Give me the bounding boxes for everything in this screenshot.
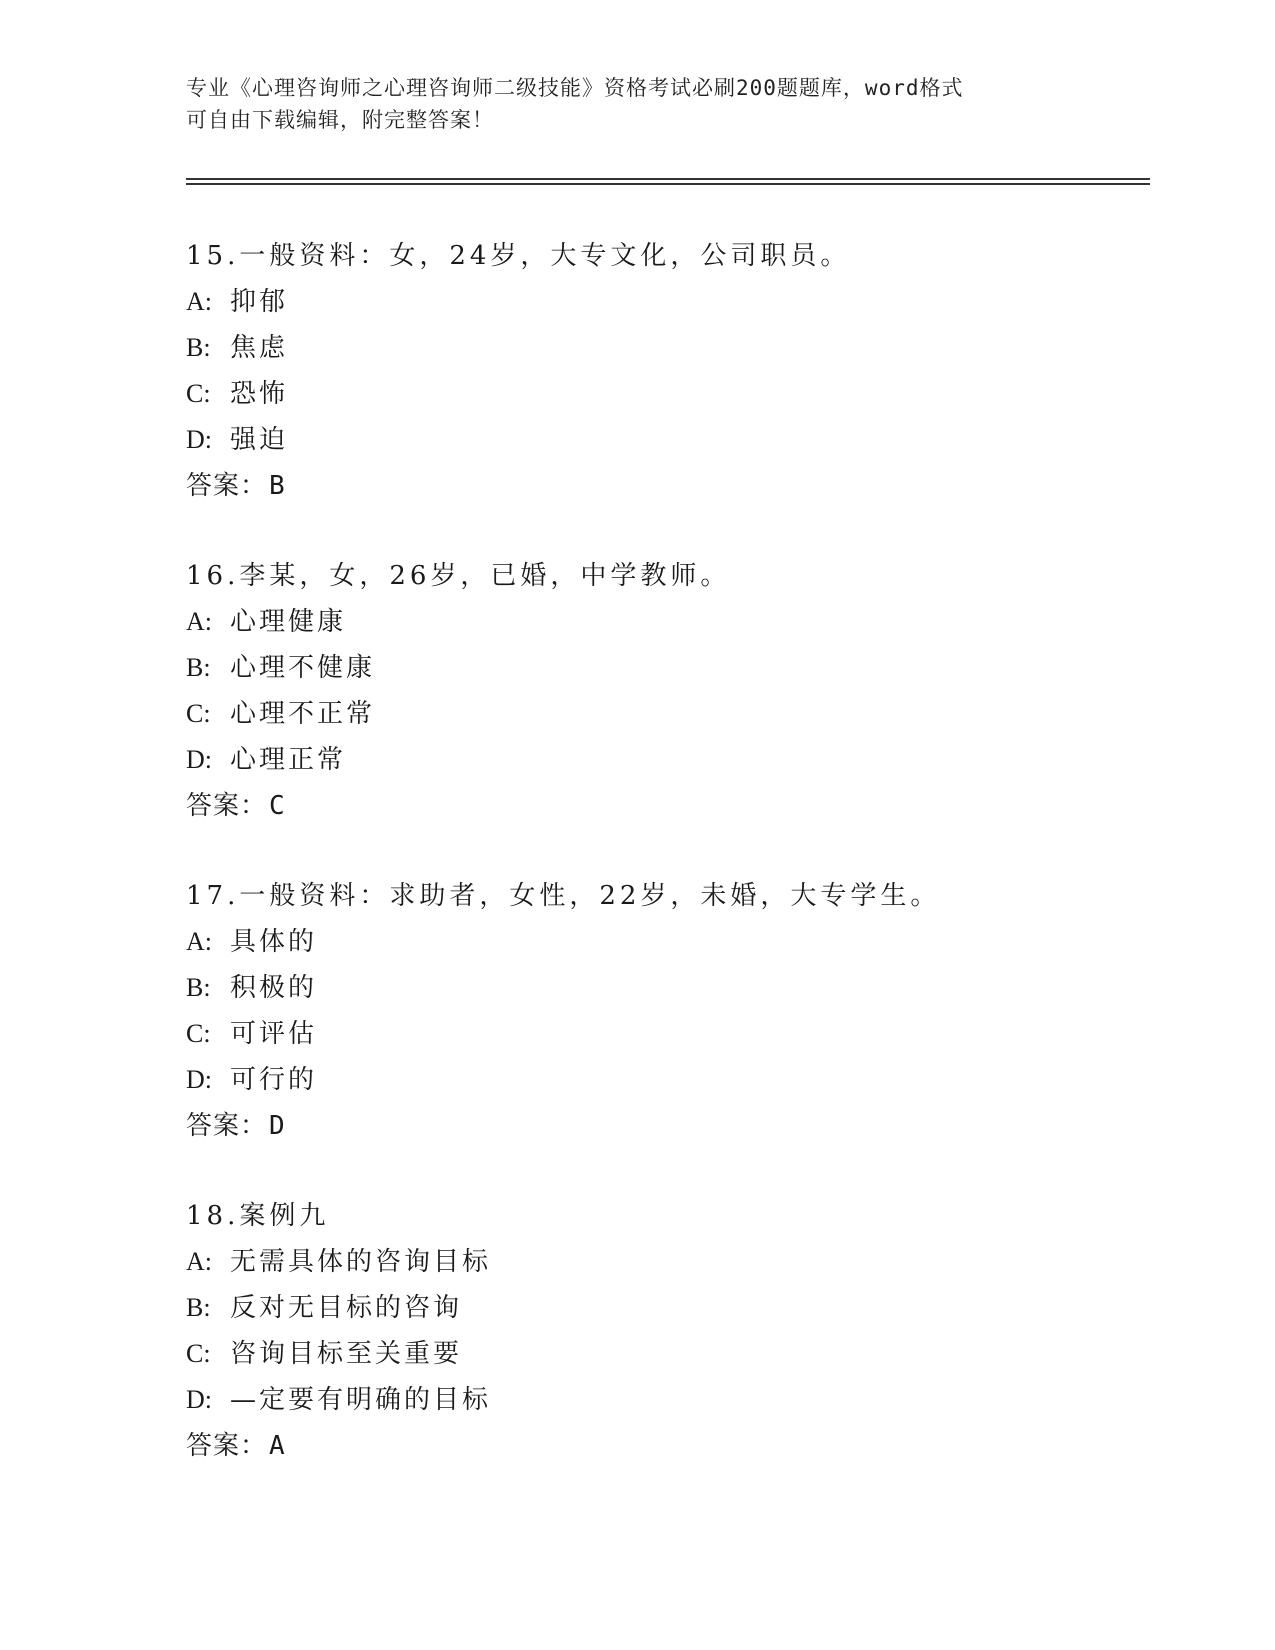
- option-text: 抑郁: [230, 287, 289, 317]
- option-c: [186, 1331, 1146, 1377]
- option-a: [186, 919, 1146, 965]
- option-key: D:: [186, 745, 212, 774]
- question-stem: 15.一般资料：女，24岁，大专文化，公司职员。: [186, 241, 851, 271]
- option-key: B:: [186, 1293, 211, 1322]
- header-line-1: 专业《心理咨询师之心理咨询师二级技能》资格考试必刷200题题库，word格式: [186, 76, 964, 100]
- answer-label: 答案：: [186, 1111, 268, 1141]
- option-key: C:: [186, 1339, 211, 1368]
- question-stem: 17.一般资料：求助者，女性，22岁，未婚，大专学生。: [186, 881, 941, 911]
- answer-line: [186, 1103, 1146, 1149]
- answer-label: 答案：: [186, 471, 268, 501]
- answer-value: A: [269, 1431, 286, 1461]
- answer-value: C: [269, 791, 286, 821]
- option-text: 可行的: [230, 1065, 318, 1095]
- answer-label: 答案：: [186, 791, 268, 821]
- option-b: [186, 1285, 1146, 1331]
- option-text: —定要有明确的目标: [230, 1385, 492, 1415]
- option-text: 焦虑: [230, 333, 289, 363]
- option-key: A:: [186, 607, 212, 636]
- option-d: [186, 1377, 1146, 1423]
- option-text: 具体的: [230, 927, 318, 957]
- option-c: [186, 371, 1146, 417]
- option-d: [186, 737, 1146, 783]
- question-15: [186, 233, 1146, 553]
- option-text: 积极的: [230, 973, 318, 1003]
- option-key: D:: [186, 1065, 212, 1094]
- option-c: [186, 1011, 1146, 1057]
- option-key: D:: [186, 425, 212, 454]
- option-key: D:: [186, 1385, 212, 1414]
- option-text: 心理健康: [230, 607, 347, 637]
- question-stem: 18.案例九: [186, 1201, 330, 1231]
- question-18: [186, 1193, 1146, 1513]
- option-key: A:: [186, 1247, 212, 1276]
- option-b: [186, 325, 1146, 371]
- option-key: C:: [186, 699, 211, 728]
- option-text: 心理不健康: [230, 653, 376, 683]
- header-line-2: 可自由下载编辑，附完整答案！: [186, 108, 494, 132]
- option-text: 恐怖: [230, 379, 289, 409]
- option-key: B:: [186, 653, 211, 682]
- option-d: [186, 1057, 1146, 1103]
- option-text: 反对无目标的咨询: [230, 1293, 463, 1323]
- option-a: [186, 599, 1146, 645]
- option-key: B:: [186, 333, 211, 362]
- option-text: 强迫: [230, 425, 289, 455]
- option-c: [186, 691, 1146, 737]
- option-b: [186, 965, 1146, 1011]
- answer-value: D: [269, 1111, 286, 1141]
- answer-value: B: [269, 471, 286, 501]
- answer-line: [186, 1423, 1146, 1469]
- answer-label: 答案：: [186, 1431, 268, 1461]
- option-text: 无需具体的咨询目标: [230, 1247, 492, 1277]
- option-key: A:: [186, 287, 212, 316]
- question-16: [186, 553, 1146, 873]
- option-a: [186, 279, 1146, 325]
- option-key: C:: [186, 379, 211, 408]
- question-17: [186, 873, 1146, 1193]
- option-a: [186, 1239, 1146, 1285]
- header-divider-top: [186, 178, 1150, 180]
- option-key: A:: [186, 927, 212, 956]
- option-d: [186, 417, 1146, 463]
- option-text: 咨询目标至关重要: [230, 1339, 463, 1369]
- option-text: 可评估: [230, 1019, 318, 1049]
- option-key: B:: [186, 973, 211, 1002]
- header-divider-bottom: [186, 183, 1150, 185]
- option-text: 心理正常: [230, 745, 347, 775]
- option-b: [186, 645, 1146, 691]
- answer-line: [186, 783, 1146, 829]
- option-key: C:: [186, 1019, 211, 1048]
- answer-line: [186, 463, 1146, 509]
- question-stem: 16.李某，女，26岁，已婚，中学教师。: [186, 561, 731, 591]
- document-header: [186, 72, 1086, 136]
- option-text: 心理不正常: [230, 699, 376, 729]
- question-list: [186, 233, 1146, 1513]
